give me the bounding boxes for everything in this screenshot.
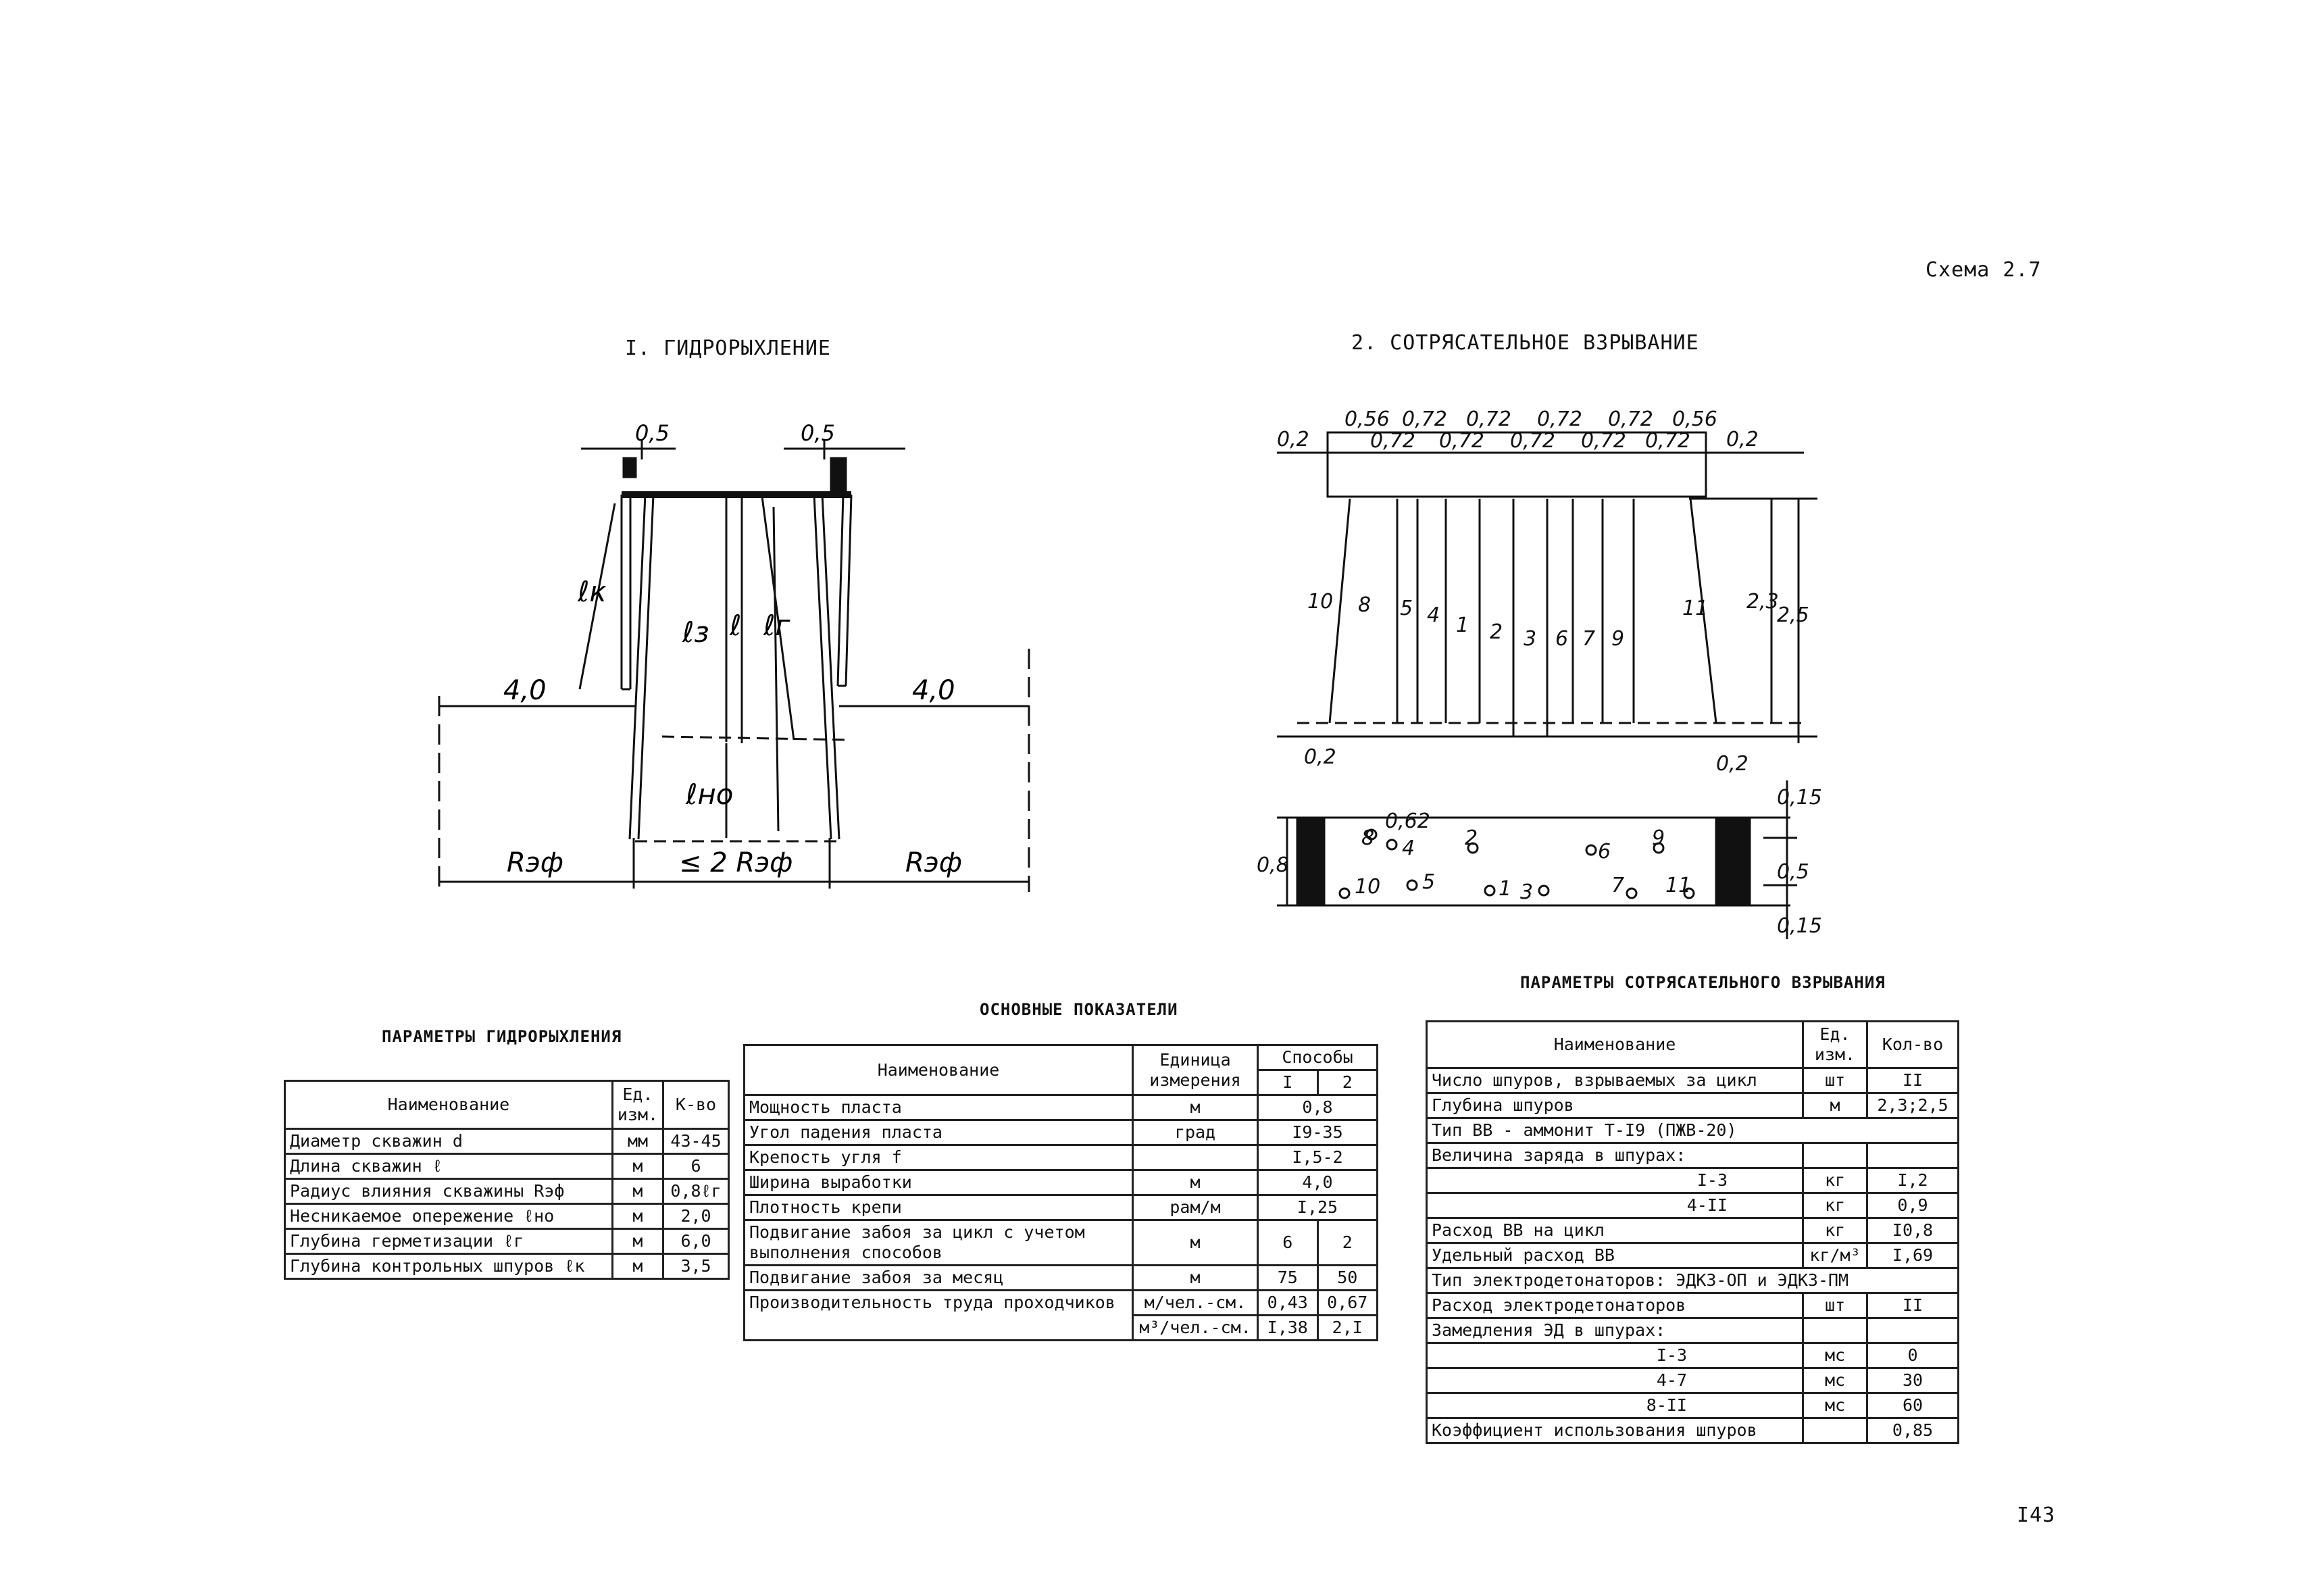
blast-header-name: Наименование xyxy=(1427,1022,1803,1068)
label-l: ℓ xyxy=(730,609,742,642)
table-row: Глубина шпуров м 2,3;2,5 xyxy=(1427,1093,1959,1118)
second-row-1: 0,2 xyxy=(1277,428,1309,451)
table-row: I-3 мс 0 xyxy=(1427,1343,1959,1368)
table-row: Замедления ЭД в шпурах: xyxy=(1427,1318,1959,1343)
top-row-6: 0,56 xyxy=(1672,407,1717,431)
second-row-5: 0,72 xyxy=(1581,429,1626,453)
table-row: Ширина выработки м 4,0 xyxy=(745,1170,1378,1195)
table-row: 4-7 мс 30 xyxy=(1427,1368,1959,1393)
label-middle: ≤ 2 Rэф xyxy=(679,847,793,878)
plan-right-mid: 0,5 xyxy=(1777,860,1809,884)
hydro-loosening-diagram xyxy=(419,405,1047,905)
dim-top-right: 0,5 xyxy=(801,420,835,446)
hole-3: 3 xyxy=(1524,627,1537,651)
table-row: Подвигание забоя за цикл с учетом выполнения способов м 6 2 xyxy=(745,1220,1378,1266)
hydro-header-unit: Ед. изм. xyxy=(612,1081,663,1129)
hole-9: 9 xyxy=(1611,627,1625,651)
label-lg: ℓг xyxy=(763,609,790,642)
main-header-methods: Способы xyxy=(1258,1045,1378,1070)
blast-params-table xyxy=(1426,1020,1959,1444)
section1-title: I. ГИДРОРЫХЛЕНИЕ xyxy=(625,336,831,360)
table-row: Крепость угля f I,5-2 xyxy=(745,1145,1378,1170)
hole-7: 7 xyxy=(1582,627,1596,651)
hole-1: 1 xyxy=(1456,614,1469,637)
table-row: Удельный расход ВВ кг/м³ I,69 xyxy=(1427,1243,1959,1268)
hole-11: 11 xyxy=(1682,597,1709,620)
table-row: Радиус влияния скважины Rэф м 0,8ℓг xyxy=(285,1179,729,1204)
label-lz: ℓз xyxy=(682,616,709,649)
top-row-1: 0,56 xyxy=(1344,407,1390,431)
hole-2: 2 xyxy=(1490,620,1503,644)
hole-5: 5 xyxy=(1400,597,1413,620)
hydro-header-name: Наименование xyxy=(285,1081,613,1129)
table-row: Несникаемое опережение ℓно м 2,0 xyxy=(285,1204,729,1229)
table-row: 4-II кг 0,9 xyxy=(1427,1193,1959,1218)
main-header-unit: Единица измерения xyxy=(1133,1045,1258,1095)
plan-hole-3: 3 xyxy=(1520,880,1534,904)
table-row: Глубина герметизации ℓг м 6,0 xyxy=(285,1229,729,1254)
label-lno: ℓно xyxy=(686,778,734,811)
hole-4: 4 xyxy=(1427,603,1440,627)
table-row: Мощность пласта м 0,8 xyxy=(745,1095,1378,1120)
table-row: Угол падения пласта град I9-35 xyxy=(745,1120,1378,1145)
table-row: Подвигание забоя за месяц м 75 50 xyxy=(745,1266,1378,1291)
second-row-3: 0,72 xyxy=(1439,429,1484,453)
plan-height: 0,8 xyxy=(1257,853,1289,877)
main-method-1: I xyxy=(1258,1070,1318,1095)
top-row-5: 0,72 xyxy=(1608,407,1653,431)
plan-hole-2: 2 xyxy=(1465,826,1478,850)
plan-hole-7: 7 xyxy=(1611,874,1625,897)
table-row: Тип электродетонаторов: ЭДКЗ-ОП и ЭДКЗ-ПМ xyxy=(1427,1268,1959,1293)
plan-hole-1: 1 xyxy=(1499,877,1512,901)
hydro-params-table xyxy=(284,1080,730,1280)
main-indicators-table xyxy=(743,1044,1378,1341)
table-row: Расход ВВ на цикл кг I0,8 xyxy=(1427,1218,1959,1243)
label-reff-left: Rэф xyxy=(507,847,563,878)
table-row: Тип ВВ - аммонит Т-I9 (ПЖВ-20) xyxy=(1427,1118,1959,1143)
table-row: 8-II мс 60 xyxy=(1427,1393,1959,1418)
table-row: м³/чел.-см. I,38 2,I xyxy=(745,1316,1378,1341)
top-row-3: 0,72 xyxy=(1466,407,1511,431)
label-lk: ℓк xyxy=(578,575,607,608)
dim-left: 4,0 xyxy=(503,675,547,706)
table-row: Глубина контрольных шпуров ℓк м 3,5 xyxy=(285,1254,729,1279)
table-row: Коэффициент использования шпуров 0,85 xyxy=(1427,1418,1959,1443)
scheme-label: Схема 2.7 xyxy=(1926,258,2042,282)
second-row-4: 0,72 xyxy=(1510,429,1555,453)
top-row-4: 0,72 xyxy=(1537,407,1582,431)
hole-10: 10 xyxy=(1307,590,1334,614)
plan-hole-8: 8 xyxy=(1361,826,1375,850)
plan-hole-4: 4 xyxy=(1402,837,1415,860)
depth-23: 2,3 xyxy=(1746,590,1779,614)
table-row: Расход электродетонаторов шт II xyxy=(1427,1293,1959,1318)
section2-title: 2. СОТРЯСАТЕЛЬНОЕ ВЗРЫВАНИЕ xyxy=(1351,331,1699,355)
plan-hole-6: 6 xyxy=(1598,840,1611,864)
bottom-right-dim: 0,2 xyxy=(1716,752,1749,776)
plan-right-top: 0,15 xyxy=(1777,786,1822,809)
hole-8: 8 xyxy=(1358,593,1372,617)
table-row: Величина заряда в шпурах: xyxy=(1427,1143,1959,1168)
plan-hole-5: 5 xyxy=(1422,870,1436,894)
table-row: Диаметр скважин d мм 43-45 xyxy=(285,1129,729,1154)
plan-hole-11: 11 xyxy=(1665,874,1692,897)
hydro-table-title: ПАРАМЕТРЫ ГИДРОРЫХЛЕНИЯ xyxy=(382,1027,622,1046)
hole-6: 6 xyxy=(1555,627,1569,651)
plan-spacing: 0,62 xyxy=(1385,809,1430,833)
second-row-7: 0,2 xyxy=(1726,428,1759,451)
blast-header-unit: Ед. изм. xyxy=(1803,1022,1867,1068)
main-header-name: Наименование xyxy=(745,1045,1133,1095)
table-row: I-3 кг I,2 xyxy=(1427,1168,1959,1193)
table-row: Плотность крепи рам/м I,25 xyxy=(745,1195,1378,1220)
table-row: Длина скважин ℓ м 6 xyxy=(285,1154,729,1179)
plan-right-bottom: 0,15 xyxy=(1777,914,1822,938)
blast-table-title: ПАРАМЕТРЫ СОТРЯСАТЕЛЬНОГО ВЗРЫВАНИЯ xyxy=(1520,973,1886,992)
dim-right: 4,0 xyxy=(912,675,955,706)
dim-top-left: 0,5 xyxy=(635,420,670,446)
page-number: I43 xyxy=(2017,1503,2056,1527)
table-row: Производительность труда проходчиков м/чел.-см. 0,43 0,67 xyxy=(745,1291,1378,1316)
top-row-2: 0,72 xyxy=(1402,407,1447,431)
plan-hole-9: 9 xyxy=(1652,826,1665,850)
blasting-diagram xyxy=(1250,378,1831,953)
depth-25: 2,5 xyxy=(1777,603,1809,627)
hydro-header-qty: К-во xyxy=(663,1081,729,1129)
bottom-left-dim: 0,2 xyxy=(1304,745,1336,769)
label-reff-right: Rэф xyxy=(905,847,962,878)
second-row-6: 0,72 xyxy=(1645,429,1690,453)
main-table-title: ОСНОВНЫЕ ПОКАЗАТЕЛИ xyxy=(980,1000,1178,1019)
main-method-2: 2 xyxy=(1317,1070,1378,1095)
blast-header-qty: Кол-во xyxy=(1867,1022,1959,1068)
table-row: Число шпуров, взрываемых за цикл шт II xyxy=(1427,1068,1959,1093)
second-row-2: 0,72 xyxy=(1370,429,1415,453)
plan-hole-10: 10 xyxy=(1355,875,1381,899)
